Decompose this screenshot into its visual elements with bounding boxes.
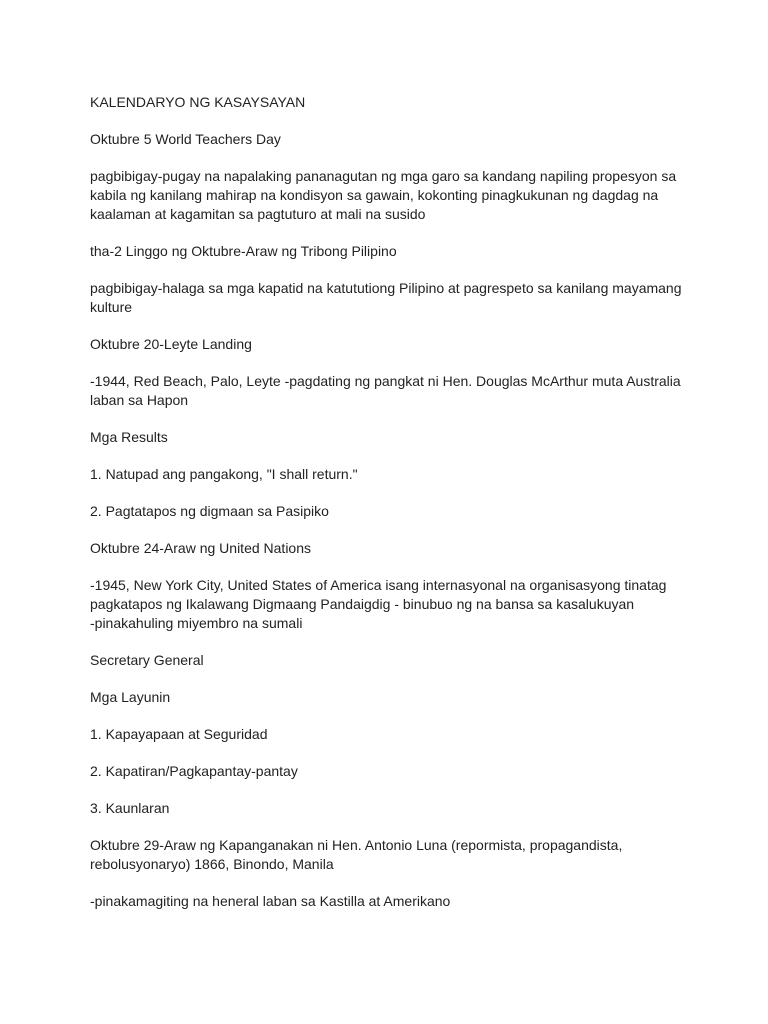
paragraph-mga-layunin: Mga Layunin — [90, 689, 171, 705]
paragraph-leyte-landing: Oktubre 20-Leyte Landing — [90, 336, 252, 352]
paragraph-teachers-description: pagbibigay-pugay na napalaking pananagutan ng mga garo sa kandang napiling propesyon sa kabila ng kanilang mahirap na kondisyon sa gawain, kokonting pinagkukunan ng dagdag na kaalaman at kagamitan sa pagtuturo at mali na susido — [90, 168, 677, 222]
paragraph-world-teachers-day: Oktubre 5 World Teachers Day — [90, 131, 281, 147]
paragraph-tribong-pilipino: tha-2 Linggo ng Oktubre-Araw ng Tribong Pilipino — [90, 243, 397, 259]
paragraph-secretary-general: Secretary General — [90, 652, 204, 668]
paragraph-mga-results: Mga Results — [90, 429, 168, 445]
paragraph-un-description: -1945, New York City, United States of America isang internasyonal na organisasyong tinatag pagkatapos ng Ikalawang Digmaang Pandaigdig - binubuo ng na bansa sa kasalukuyan -pinakahuling miyembro na sumali — [90, 577, 667, 631]
list-item-layunin-3: 3. Kaunlaran — [90, 800, 170, 816]
paragraph-antonio-luna: Oktubre 29-Araw ng Kapanganakan ni Hen. Antonio Luna (repormista, propagandista, rebolusyonaryo) 1866, Binondo, Manila — [90, 837, 623, 872]
paragraph-leyte-description: -1944, Red Beach, Palo, Leyte -pagdating ng pangkat ni Hen. Douglas McArthur muta Australia laban sa Hapon — [90, 373, 681, 408]
list-item-layunin-2: 2. Kapatiran/Pagkapantay-pantay — [90, 763, 298, 779]
paragraph-tribong-description: pagbibigay-halaga sa mga kapatid na katututiong Pilipino at pagrespeto sa kanilang mayamang kulture — [90, 280, 682, 315]
list-item-result-1: 1. Natupad ang pangakong, "I shall return." — [90, 466, 358, 482]
list-item-result-2: 2. Pagtatapos ng digmaan sa Pasipiko — [90, 503, 329, 519]
paragraph-luna-description: -pinakamagiting na heneral laban sa Kastilla at Amerikano — [90, 893, 451, 909]
paragraph-united-nations: Oktubre 24-Araw ng United Nations — [90, 540, 311, 556]
document-page — [90, 93, 690, 929]
document-title: KALENDARYO NG KASAYSAYAN — [90, 94, 306, 110]
list-item-layunin-1: 1. Kapayapaan at Seguridad — [90, 726, 268, 742]
